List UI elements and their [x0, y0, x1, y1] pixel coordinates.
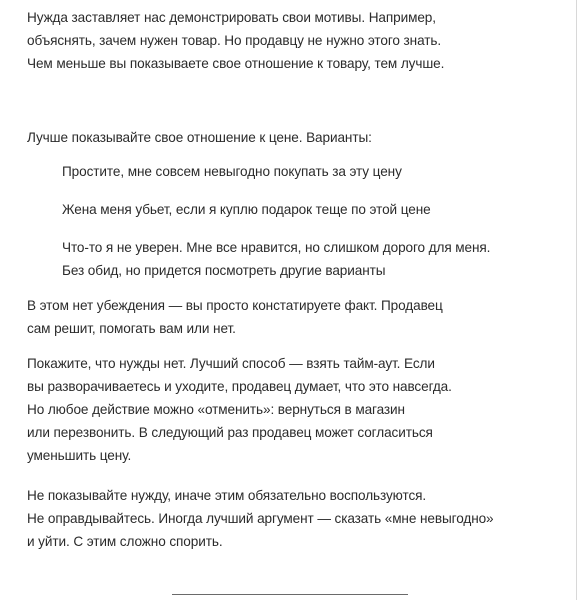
paragraph-line: Не оправдывайтесь. Иногда лучший аргумент — сказать «мне невыгодно» — [27, 511, 494, 526]
paragraph-line: и уйти. С этим сложно спорить. — [27, 534, 223, 549]
example-quote-1 — [62, 160, 568, 183]
example-quote-2 — [62, 198, 568, 221]
paragraph-better-options — [27, 126, 568, 149]
paragraph-line: объяснять, зачем нужен товар. Но продавцу не нужно этого знать. — [27, 33, 442, 48]
paragraph-line: вы разворачиваетесь и уходите, продавец думает, что это навсегда. — [27, 379, 452, 394]
paragraph-line: Нужда заставляет нас демонстрировать свои мотивы. Например, — [27, 10, 436, 25]
paragraph-line: сам решит, помогать вам или нет. — [27, 321, 236, 336]
paragraph-show-no-need — [27, 352, 568, 467]
paragraph-line: или перезвонить. В следующий раз продавец может согласиться — [27, 425, 433, 440]
example-line: Жена меня убьет, если я куплю подарок теще по этой цене — [62, 202, 431, 217]
paragraph-final — [27, 484, 568, 553]
example-line: Что-то я не уверен. Мне все нравится, но слишком дорого для меня. — [62, 240, 491, 255]
paragraph-line: Чем меньше вы показываете свое отношение к товару, тем лучше. — [27, 56, 445, 71]
paragraph-line: В этом нет убеждения — вы просто констатируете факт. Продавец — [27, 298, 443, 313]
paragraph-line: Лучше показывайте свое отношение к цене. Варианты: — [27, 130, 372, 145]
paragraph-line: Не показывайте нужду, иначе этим обязательно воспользуются. — [27, 488, 427, 503]
example-line: Простите, мне совсем невыгодно покупать за эту цену — [62, 164, 402, 179]
paragraph-intro — [27, 6, 568, 75]
paragraph-line: уменьшить цену. — [27, 448, 132, 463]
section-divider — [172, 594, 408, 595]
example-line: Без обид, но придется посмотреть другие варианты — [62, 263, 386, 278]
paragraph-line: Покажите, что нужды нет. Лучший способ — взять тайм-аут. Если — [27, 356, 435, 371]
paragraph-line: Но любое действие можно «отменить»: вернуться в магазин — [27, 402, 405, 417]
paragraph-no-persuasion — [27, 294, 568, 340]
example-quote-3 — [62, 236, 568, 282]
